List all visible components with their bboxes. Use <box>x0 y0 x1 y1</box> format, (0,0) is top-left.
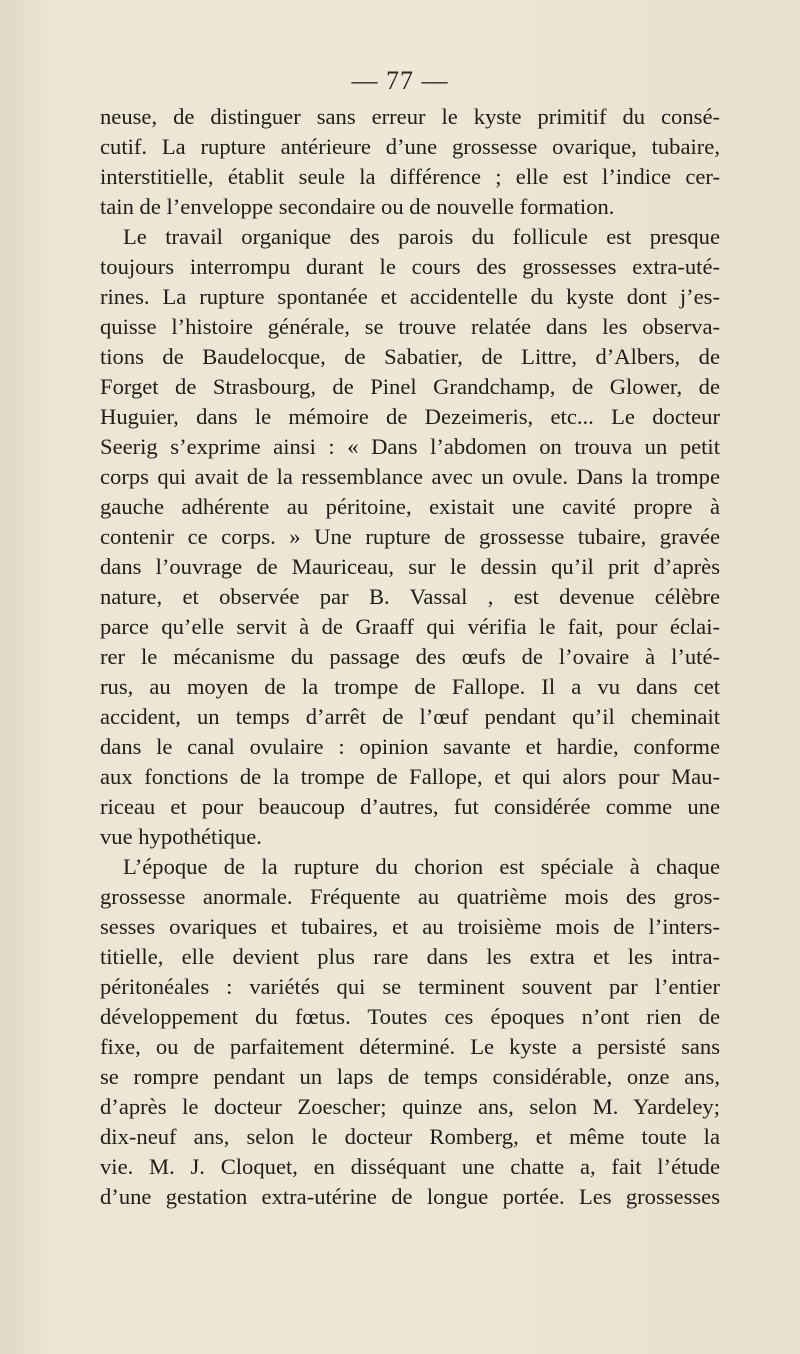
text-line: grossesse anormale. Fréquente au quatrième mois des gros- <box>100 884 720 909</box>
body-text <box>100 102 720 1212</box>
text-line: rus, au moyen de la trompe de Fallope. Il a vu dans cet <box>100 674 720 699</box>
text-line: contenir ce corps. » Une rupture de grossesse tubaire, gravée <box>100 524 720 549</box>
text-line: accident, un temps d’arrêt de l’œuf pendant qu’il cheminait <box>100 704 720 729</box>
text-line: dix-neuf ans, selon le docteur Romberg, et même toute la <box>100 1124 720 1149</box>
text-line: titielle, elle devient plus rare dans les extra et les intra- <box>100 944 720 969</box>
text-line: Seerig s’exprime ainsi : « Dans l’abdomen on trouva un petit <box>100 434 720 459</box>
text-line: d’après le docteur Zoescher; quinze ans, selon M. Yardeley; <box>100 1094 720 1119</box>
text-line: neuse, de distinguer sans erreur le kyste primitif du consé- <box>100 104 720 129</box>
text-line: tain de l’enveloppe secondaire ou de nouvelle formation. <box>100 194 615 219</box>
page-number: — 77 — <box>351 66 449 95</box>
text-line: d’une gestation extra-utérine de longue portée. Les grossesses <box>100 1184 720 1209</box>
text-line: interstitielle, établit seule la différence ; elle est l’indice cer- <box>100 164 720 189</box>
text-line: corps qui avait de la ressemblance avec un ovule. Dans la trompe <box>100 464 720 489</box>
text-line: Huguier, dans le mémoire de Dezeimeris, etc... Le docteur <box>100 404 720 429</box>
text-line: sesses ovariques et tubaires, et au troisième mois de l’inters- <box>100 914 720 939</box>
text-line: rines. La rupture spontanée et accidentelle du kyste dont j’es- <box>100 284 720 309</box>
text-line: L’époque de la rupture du chorion est spéciale à chaque <box>123 854 720 879</box>
text-line: se rompre pendant un laps de temps considérable, onze ans, <box>100 1064 720 1089</box>
text-line: gauche adhérente au péritoine, existait une cavité propre à <box>100 494 720 519</box>
text-line: rer le mécanisme du passage des œufs de l’ovaire à l’uté- <box>100 644 720 669</box>
text-line: développement du fœtus. Toutes ces époques n’ont rien de <box>100 1004 720 1029</box>
text-line: péritonéales : variétés qui se terminent souvent par l’entier <box>100 974 720 999</box>
text-line: toujours interrompu durant le cours des grossesses extra-uté- <box>100 254 720 279</box>
text-line: quisse l’histoire générale, se trouve relatée dans les observa- <box>100 314 720 339</box>
text-line: aux fonctions de la trompe de Fallope, et qui alors pour Mau- <box>100 764 720 789</box>
text-line: parce qu’elle servit à de Graaff qui vérifia le fait, pour éclai- <box>100 614 720 639</box>
text-line: tions de Baudelocque, de Sabatier, de Littre, d’Albers, de <box>100 344 720 369</box>
text-line: dans l’ouvrage de Mauriceau, sur le dessin qu’il prit d’après <box>100 554 720 579</box>
text-line: vue hypothétique. <box>100 824 262 849</box>
text-line: riceau et pour beaucoup d’autres, fut considérée comme une <box>100 794 720 819</box>
text-line: fixe, ou de parfaitement déterminé. Le kyste a persisté sans <box>100 1034 720 1059</box>
text-line: cutif. La rupture antérieure d’une grossesse ovarique, tubaire, <box>100 134 720 159</box>
text-line: vie. M. J. Cloquet, en disséquant une chatte a, fait l’étude <box>100 1154 720 1179</box>
text-line: nature, et observée par B. Vassal , est devenue célèbre <box>100 584 720 609</box>
text-line: dans le canal ovulaire : opinion savante et hardie, conforme <box>100 734 720 759</box>
text-line: Forget de Strasbourg, de Pinel Grandchamp, de Glower, de <box>100 374 720 399</box>
text-line: Le travail organique des parois du follicule est presque <box>123 224 720 249</box>
